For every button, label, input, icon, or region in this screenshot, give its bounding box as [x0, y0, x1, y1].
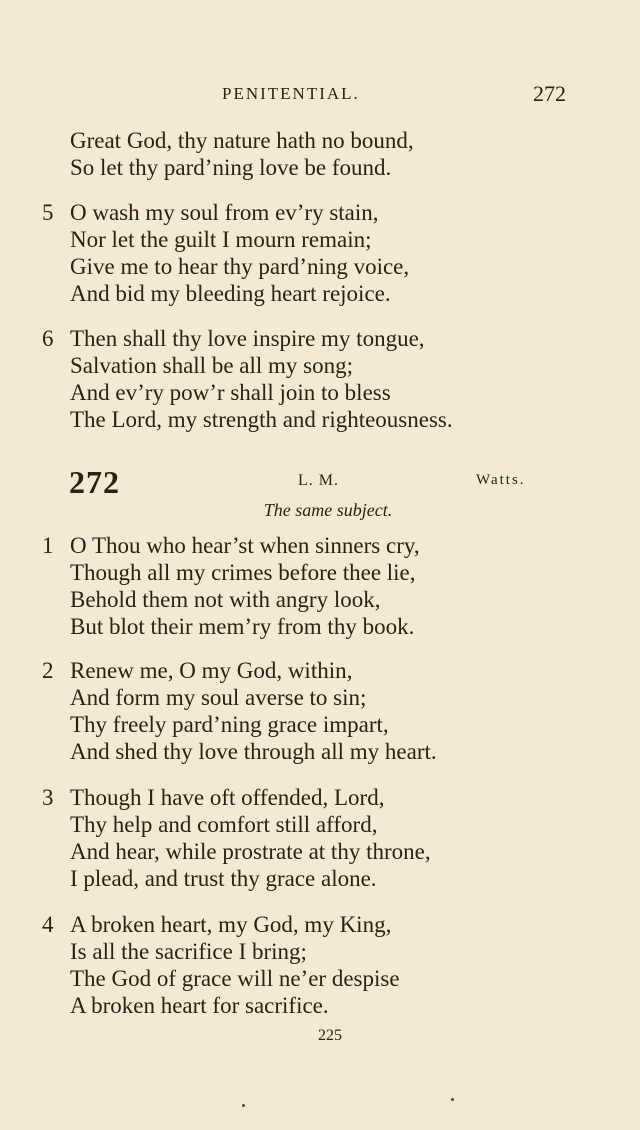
- verse-line: Then shall thy love inspire my tongue,: [70, 326, 425, 351]
- running-head: [0, 81, 640, 110]
- hymn-author: Watts.: [476, 472, 526, 488]
- verse-line: Salvation shall be all my song;: [70, 353, 353, 378]
- stanza-number: 5: [42, 200, 54, 225]
- hymn-subtitle: The same subject.: [263, 500, 393, 520]
- verse-line: And form my soul averse to sin;: [70, 685, 367, 710]
- stanza-number: 4: [42, 912, 54, 937]
- verse-line: And bid my bleeding heart rejoice.: [70, 281, 391, 306]
- verse-line: Though I have oft offended, Lord,: [70, 785, 385, 810]
- verse-line: Is all the sacrifice I bring;: [70, 939, 307, 964]
- verse-line: O Thou who hear’st when sinners cry,: [70, 533, 420, 558]
- stanza-number: 2: [42, 658, 54, 683]
- verse-line: The God of grace will ne’er despise: [70, 966, 400, 991]
- stanza-number: 1: [42, 533, 54, 558]
- paper-speck: [242, 1104, 245, 1107]
- stanza-number: 3: [42, 785, 54, 810]
- verse-line: Great God, thy nature hath no bound,: [70, 128, 414, 153]
- verse-line: And ev’ry pow’r shall join to bless: [70, 380, 391, 405]
- verse-line: And hear, while prostrate at thy throne,: [70, 839, 431, 864]
- stanza-number: 6: [42, 326, 54, 351]
- verse-line: Give me to hear thy pard’ning voice,: [70, 254, 410, 279]
- hymn-heading: [0, 466, 640, 502]
- verse-line: Renew me, O my God, within,: [70, 658, 353, 683]
- page-number: 225: [318, 1027, 342, 1044]
- paper-speck: [451, 1098, 454, 1101]
- verse-line: O wash my soul from ev’ry stain,: [70, 200, 379, 225]
- verse-line: Though all my crimes before thee lie,: [70, 560, 416, 585]
- verse-line: So let thy pard’ning love be found.: [70, 155, 392, 180]
- verse-line: The Lord, my strength and righteousness.: [70, 407, 453, 432]
- verse-line: Thy help and comfort still afford,: [70, 812, 378, 837]
- verse-line: And shed thy love through all my heart.: [70, 739, 437, 764]
- hymn-number: 272: [69, 464, 120, 500]
- verse-line: But blot their mem’ry from thy book.: [70, 614, 415, 639]
- running-head-title: PENITENTIAL.: [222, 84, 360, 103]
- verse-line: I plead, and trust thy grace alone.: [70, 866, 377, 891]
- running-head-hymn-number: 272: [533, 81, 566, 106]
- verse-line: A broken heart, my God, my King,: [70, 912, 392, 937]
- verse-line: A broken heart for sacrifice.: [70, 993, 329, 1018]
- verse-line: Nor let the guilt I mourn remain;: [70, 227, 372, 252]
- verse-line: Behold them not with angry look,: [70, 587, 381, 612]
- verse-line: Thy freely pard’ning grace impart,: [70, 712, 389, 737]
- hymn-meter: L. M.: [298, 472, 339, 489]
